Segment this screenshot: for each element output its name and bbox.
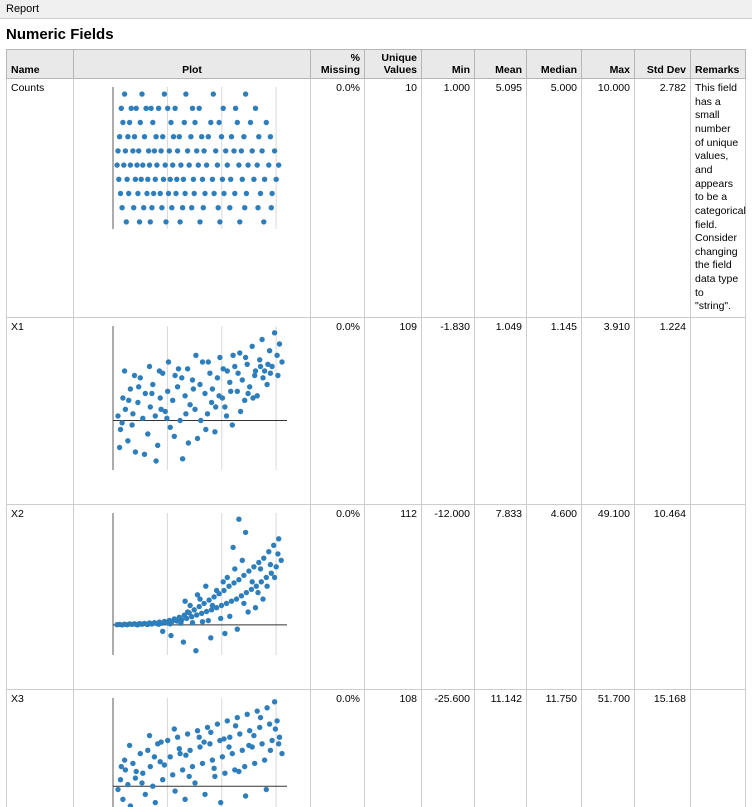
cell-median: 11.750 [527, 690, 582, 807]
cell-field-name: X3 [7, 690, 74, 807]
cell-mean: 11.142 [475, 690, 527, 807]
cell-mean: 5.095 [475, 79, 527, 318]
cell-remarks [691, 318, 746, 505]
cell-field-name: Counts [7, 79, 74, 318]
cell-plot [74, 505, 311, 690]
cell-std-dev: 1.224 [635, 318, 691, 505]
column-header-remarks[interactable]: Remarks [691, 50, 746, 79]
cell-max: 49.100 [582, 505, 635, 690]
column-header-max[interactable]: Max [582, 50, 635, 79]
table-header-row [7, 50, 746, 79]
window-title: Report [6, 3, 40, 15]
cell-median: 4.600 [527, 505, 582, 690]
cell-missing: 0.0% [311, 318, 365, 505]
cell-remarks [691, 690, 746, 807]
cell-plot [74, 318, 311, 505]
column-header-plot[interactable]: Plot [74, 50, 311, 79]
cell-max: 51.700 [582, 690, 635, 807]
cell-median: 5.000 [527, 79, 582, 318]
page-title: Numeric Fields [6, 26, 114, 43]
cell-std-dev: 10.464 [635, 505, 691, 690]
table-row [7, 79, 746, 318]
column-header-std-dev[interactable]: Std Dev [635, 50, 691, 79]
cell-remarks: This field has a small number of unique values, and appears to be a categorical field. Consider changing the field data type to "string". [691, 79, 746, 318]
table-body [7, 79, 746, 807]
cell-remarks [691, 505, 746, 690]
cell-mean: 7.833 [475, 505, 527, 690]
cell-field-name: X1 [7, 318, 74, 505]
column-header-missing[interactable]: % Missing [311, 50, 365, 79]
table-row [7, 505, 746, 690]
scatter-plot-x2 [74, 505, 310, 665]
cell-unique: 10 [365, 79, 422, 318]
cell-std-dev: 2.782 [635, 79, 691, 318]
cell-unique: 109 [365, 318, 422, 505]
column-header-median[interactable]: Median [527, 50, 582, 79]
table-row [7, 690, 746, 807]
cell-max: 10.000 [582, 79, 635, 318]
scatter-plot-counts [74, 79, 310, 239]
scatter-plot-x3 [74, 690, 310, 807]
column-header-min[interactable]: Min [422, 50, 475, 79]
cell-min: -25.600 [422, 690, 475, 807]
cell-missing: 0.0% [311, 505, 365, 690]
column-header-unique[interactable]: Unique Values [365, 50, 422, 79]
cell-median: 1.145 [527, 318, 582, 505]
cell-plot [74, 690, 311, 807]
cell-min: -1.830 [422, 318, 475, 505]
cell-field-name: X2 [7, 505, 74, 690]
numeric-fields-table [6, 49, 746, 807]
column-header-mean[interactable]: Mean [475, 50, 527, 79]
cell-plot [74, 79, 311, 318]
cell-max: 3.910 [582, 318, 635, 505]
cell-mean: 1.049 [475, 318, 527, 505]
cell-unique: 108 [365, 690, 422, 807]
column-header-name[interactable]: Name [7, 50, 74, 79]
cell-min: -12.000 [422, 505, 475, 690]
window-titlebar [0, 0, 752, 19]
cell-missing: 0.0% [311, 79, 365, 318]
cell-std-dev: 15.168 [635, 690, 691, 807]
table-row [7, 318, 746, 505]
cell-unique: 112 [365, 505, 422, 690]
cell-min: 1.000 [422, 79, 475, 318]
cell-missing: 0.0% [311, 690, 365, 807]
scatter-plot-x1 [74, 318, 310, 480]
